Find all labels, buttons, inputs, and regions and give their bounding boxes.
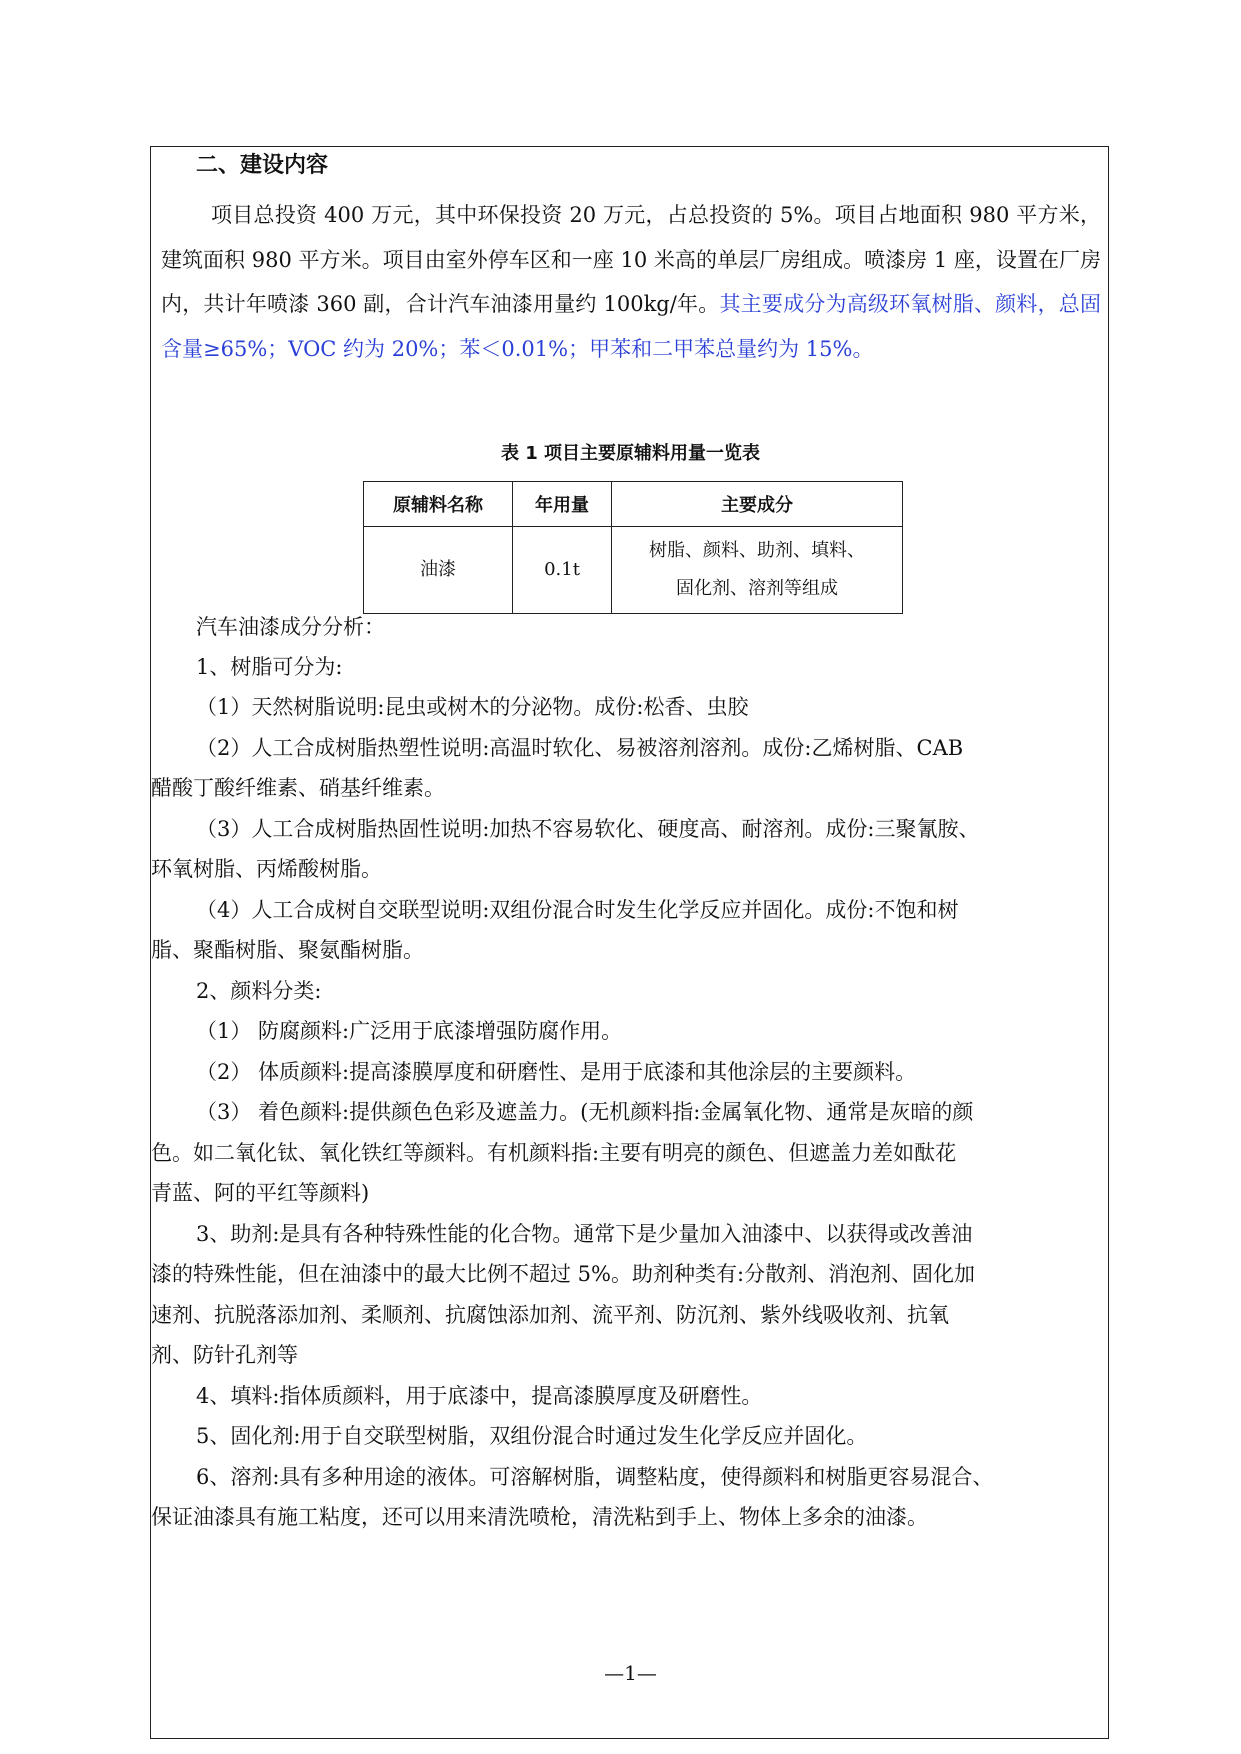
cell-annual-usage: 0.1t bbox=[513, 527, 612, 614]
page-number: —1— bbox=[604, 1661, 657, 1685]
list-item: 环氧树脂、丙烯酸树脂。 bbox=[151, 857, 382, 881]
intro-paragraph bbox=[161, 193, 1101, 371]
table-header-row bbox=[364, 482, 903, 527]
list-item: 速剂、抗脱落添加剂、柔顺剂、抗腐蚀添加剂、流平剂、防沉剂、紫外线吸收剂、抗氧 bbox=[151, 1303, 949, 1327]
list-item: 4、填料:指体质颜料，用于底漆中，提高漆膜厚度及研磨性。 bbox=[196, 1384, 763, 1408]
components-line-2: 固化剂、溶剂等组成 bbox=[676, 578, 838, 599]
list-item: 5、固化剂:用于自交联型树脂，双组份混合时通过发生化学反应并固化。 bbox=[196, 1424, 868, 1448]
list-item: （4）人工合成树自交联型说明:双组份混合时发生化学反应并固化。成份:不饱和树 bbox=[196, 898, 959, 922]
list-item: 色。如二氧化钛、氧化铁红等颜料。有机颜料指:主要有明亮的颜色、但遮盖力差如酞花 bbox=[151, 1141, 957, 1165]
list-item: 醋酸丁酸纤维素、硝基纤维素。 bbox=[151, 776, 445, 800]
analysis-heading: 汽车油漆成分分析： bbox=[196, 615, 385, 639]
header-main-components: 主要成分 bbox=[612, 482, 903, 527]
list-item: （1） 防腐颜料:广泛用于底漆增强防腐作用。 bbox=[196, 1019, 623, 1043]
components-line-1: 树脂、颜料、助剂、填料、 bbox=[649, 540, 865, 561]
list-item: 3、助剂:是具有各种特殊性能的化合物。通常下是少量加入油漆中、以获得或改善油 bbox=[196, 1222, 973, 1246]
intro-highlight-text: 其主要成分为高级环氧树脂、颜料，总固含量≥65%；VOC 约为 20%；苯＜0.01%；甲苯和二甲苯总量约为 15%。 bbox=[161, 292, 1102, 361]
list-item: 漆的特殊性能，但在油漆中的最大比例不超过 5%。助剂种类有:分散剂、消泡剂、固化加 bbox=[151, 1262, 976, 1286]
page-frame bbox=[150, 146, 1109, 1739]
list-item: （2） 体质颜料:提高漆膜厚度和研磨性、是用于底漆和其他涂层的主要颜料。 bbox=[196, 1060, 917, 1084]
list-item: 青蓝、阿的平红等颜料) bbox=[151, 1181, 370, 1205]
header-material-name: 原辅料名称 bbox=[364, 482, 513, 527]
list-item: （2）人工合成树脂热塑性说明:高温时软化、易被溶剂溶剂。成份:乙烯树脂、CAB bbox=[196, 736, 964, 760]
section-title: 二、建设内容 bbox=[196, 152, 329, 178]
table-row bbox=[364, 527, 903, 614]
table-caption: 表 1 项目主要原辅料用量一览表 bbox=[500, 443, 761, 464]
list-item: （3） 着色颜料:提供颜色色彩及遮盖力。(无机颜料指:金属氧化物、通常是灰暗的颜 bbox=[196, 1100, 974, 1124]
list-item: （3）人工合成树脂热固性说明:加热不容易软化、硬度高、耐溶剂。成份:三聚氰胺、 bbox=[196, 817, 980, 841]
list-item: 2、颜料分类: bbox=[196, 979, 322, 1003]
list-item: 6、溶剂:具有多种用途的液体。可溶解树脂，调整粘度，使得颜料和树脂更容易混合、 bbox=[196, 1465, 994, 1489]
intro-text: 项目总投资 400 万元，其中环保投资 20 万元，占总投资的 5%。项目占地面积 980 平方米，建筑面积 980 平方米。项目由室外停车区和一座 10 米高的单层厂房组成。喷漆房 1 座，设置在厂房内，共计年喷漆 360 副，合计汽车油漆用量约 100kg/年。 bbox=[161, 203, 1101, 316]
header-annual-usage: 年用量 bbox=[513, 482, 612, 527]
list-item: 保证油漆具有施工粘度，还可以用来清洗喷枪，清洗粘到手上、物体上多余的油漆。 bbox=[151, 1505, 928, 1529]
list-item: 剂、防针孔剂等 bbox=[151, 1343, 298, 1367]
cell-main-components bbox=[612, 527, 903, 614]
list-item: （1）天然树脂说明:昆虫或树木的分泌物。成份:松香、虫胶 bbox=[196, 695, 749, 719]
list-item: 脂、聚酯树脂、聚氨酯树脂。 bbox=[151, 938, 424, 962]
list-item: 1、树脂可分为: bbox=[196, 655, 343, 679]
materials-table bbox=[363, 481, 903, 614]
cell-material-name: 油漆 bbox=[364, 527, 513, 614]
